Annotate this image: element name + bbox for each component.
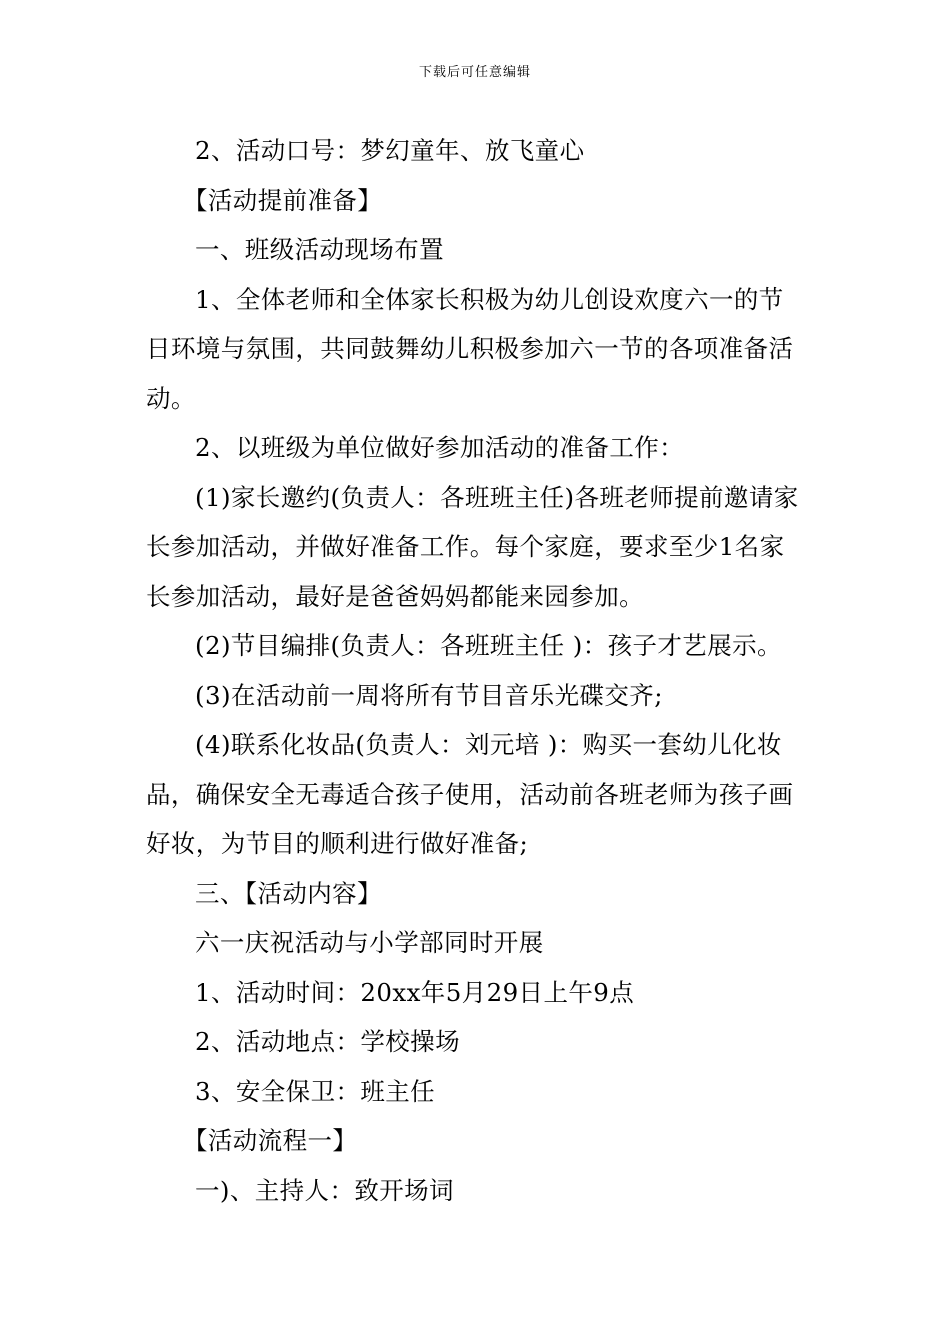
paragraph-music-cd: (3)在活动前一周将所有节目音乐光碟交齐; [195, 680, 663, 710]
document-body [146, 126, 808, 1215]
heading-advance-preparation: 【活动提前准备】 [183, 185, 383, 215]
heading-activity-flow-one: 【活动流程一】 [183, 1126, 358, 1155]
heading-activity-content: 三、【活动内容】 [195, 878, 382, 908]
paragraph-festival-environment: 1、全体老师和全体家长积极为幼儿创设欢度六一的节日环境与氛围，共同鼓舞幼儿积极参加六一节的各项准备活动。 [146, 284, 794, 413]
paragraph-concurrent-event: 六一庆祝活动与小学部同时开展 [195, 928, 544, 957]
paragraph-host-opening: 一)、主持人：致开场词 [195, 1175, 454, 1205]
paragraph-activity-time: 1、活动时间：20xx年5月29日上午9点 [195, 977, 635, 1007]
paragraph-parent-invitation: (1)家长邀约(负责人：各班班主任)各班老师提前邀请家长参加活动，并做好准备工作。每个家庭，要求至少1名家长参加活动，最好是爸爸妈妈都能来园参加。 [146, 482, 799, 611]
paragraph-program-arrangement: (2)节目编排(负责人：各班班主任 )：孩子才艺展示。 [195, 631, 782, 660]
paragraph-cosmetics: (4)联系化妆品(负责人：刘元培 )：购买一套幼儿化妆品，确保安全无毒适合孩子使用，活动前各班老师为孩子画好妆，为节目的顺利进行做好准备; [146, 730, 794, 858]
paragraph-slogan: 2、活动口号：梦幻童年、放飞童心 [195, 136, 585, 165]
paragraph-security: 3、安全保卫：班主任 [195, 1076, 436, 1106]
page-header-note: 下载后可任意编辑 [418, 65, 531, 80]
paragraph-class-preparation: 2、以班级为单位做好参加活动的准备工作： [195, 433, 685, 462]
heading-class-venue-setup: 一、班级活动现场布置 [195, 235, 444, 264]
paragraph-activity-location: 2、活动地点：学校操场 [195, 1027, 460, 1056]
